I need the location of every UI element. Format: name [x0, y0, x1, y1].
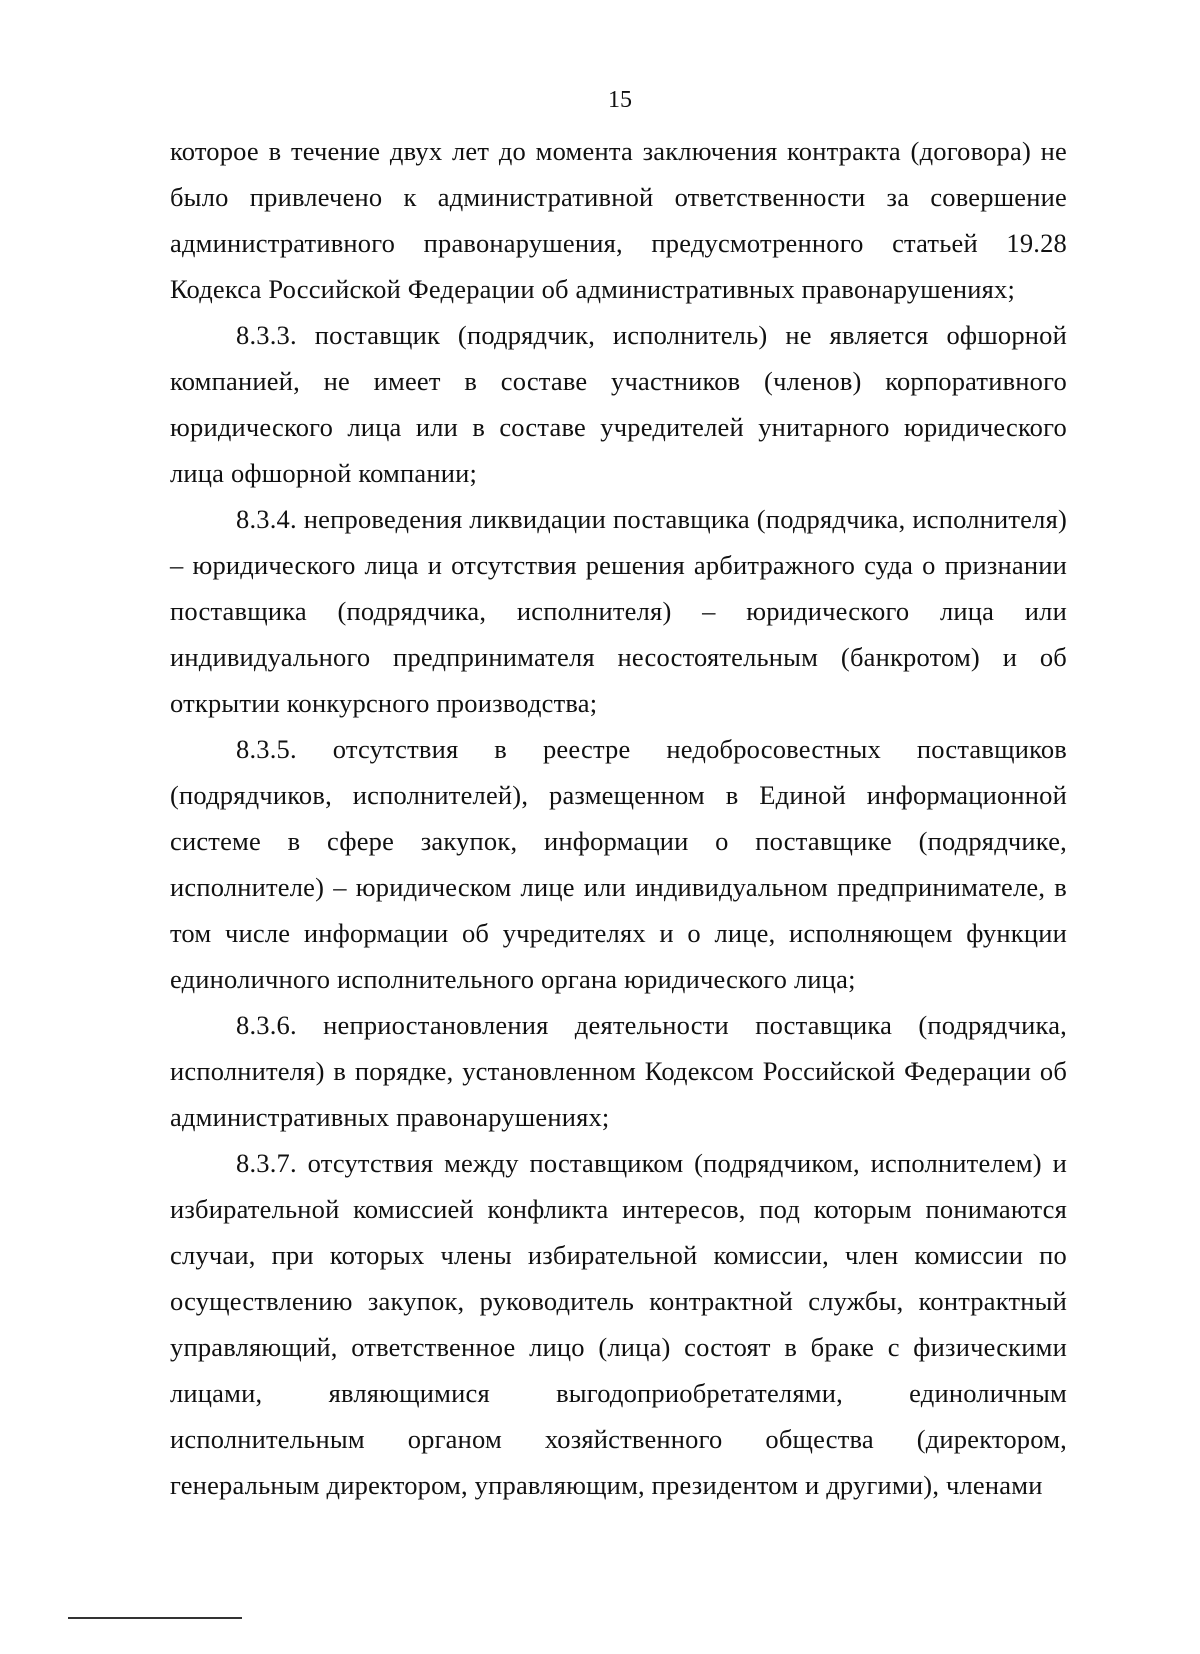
paragraph-8-3-3: 8.3.3. поставщик (подрядчик, исполнитель) не является офшорной компанией, не имеет в составе участников (членов) корпоративного юридического лица или в составе учредителей унитарного юридического лица офшорной компании; [170, 320, 1067, 488]
body-text [170, 128, 1067, 1508]
footnote-separator-line [68, 1617, 242, 1619]
paragraph-8-3-6: 8.3.6. неприостановления деятельности поставщика (подрядчика, исполнителя) в порядке, установленном Кодексом Российской Федерации об административных правонарушениях; [170, 1010, 1067, 1132]
paragraph-8-3-7: 8.3.7. отсутствия между поставщиком (подрядчиком, исполнителем) и избирательной комиссией конфликта интересов, под которым понимаются случаи, при которых члены избирательной комиссии, член комиссии по осуществлению закупок, руководитель контрактной службы, контрактный управляющий, ответственное лицо (лица) состоят в браке с физическими лицами, являющимися выгодоприобретателями, единоличным исполнительным органом хозяйственного общества (директором, генеральным директором, управляющим, президентом и другими), членами [170, 1148, 1067, 1500]
page-number: 15 [608, 87, 632, 113]
paragraph-8-3-4: 8.3.4. непроведения ликвидации поставщика (подрядчика, исполнителя) – юридического лица и отсутствия решения арбитражного суда о признании поставщика (подрядчика, исполнителя) – юридического лица или индивидуального предпринимателя несостоятельным (банкротом) и об открытии конкурсного производства; [170, 504, 1067, 718]
paragraph-continuation: которое в течение двух лет до момента заключения контракта (договора) не было привлечено к административной ответственности за совершение административного правонарушения, предусмотренного статьей 19.28 Кодекса Российской Федерации об административных правонарушениях; [170, 136, 1067, 304]
paragraph-8-3-5: 8.3.5. отсутствия в реестре недобросовестных поставщиков (подрядчиков, исполнителей), размещенном в Единой информационной системе в сфере закупок, информации о поставщике (подрядчике, исполнителе) – юридическом лице или индивидуальном предпринимателе, в том числе информации об учредителях и о лице, исполняющем функции единоличного исполнительного органа юридического лица; [170, 734, 1067, 994]
